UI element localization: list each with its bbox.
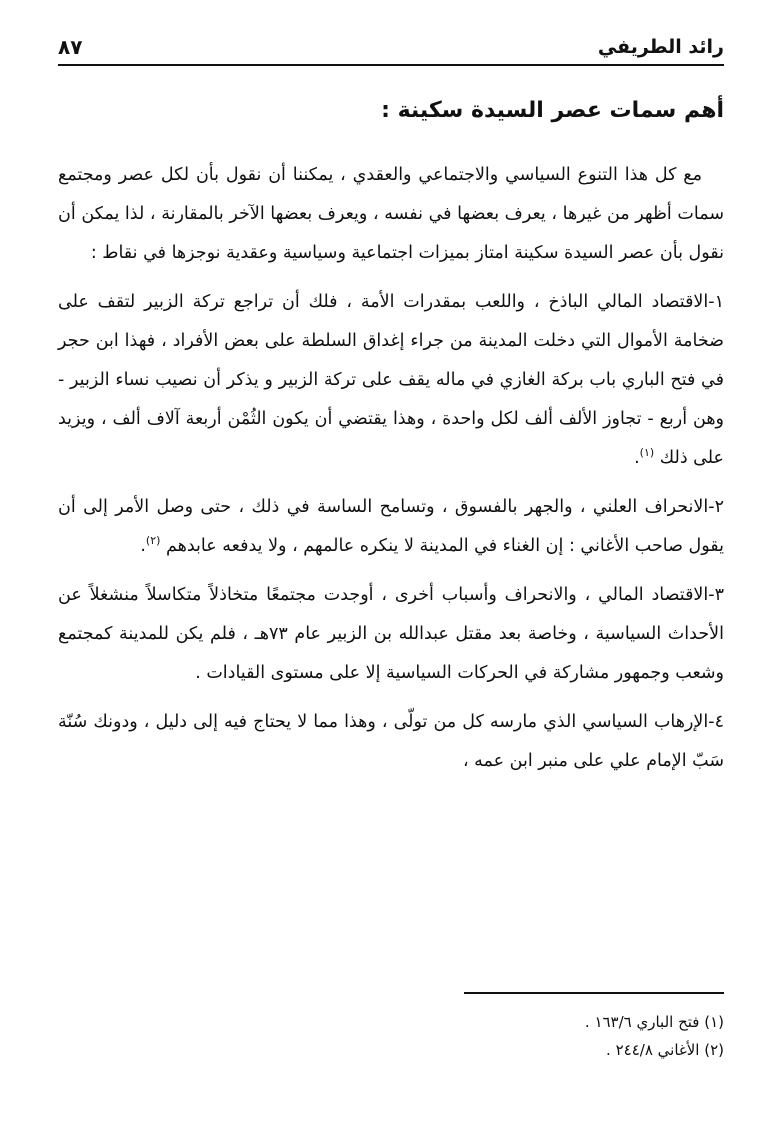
sentence-end: . <box>634 448 640 468</box>
sentence-end: . <box>140 536 146 556</box>
footnotes <box>58 1008 724 1064</box>
footnote-2: (٢) الأغاني ٢٤٤/٨ . <box>606 1041 724 1059</box>
page-number: ٨٧ <box>58 35 83 59</box>
paragraph-text: ١-الاقتصاد المالي الباذخ ، واللعب بمقدرات الأمة ، فلك أن تراجع تركة الزبير لتقف على ضخامة الأموال التي دخلت المدينة من جراء إغداق السلطة على بعض الأفراد ، فهذا ابن حجر في فتح الباري باب بركة الغازي في ماله يقف على تركة الزبير و يذكر أن نصيب نساء الزبير - وهن أربع - تجاوز الألف ألف لكل واحدة ، وهذا يقتضي أن يكون الثُمْن أربعة آلاف ألف ، ويزيد على ذلك <box>58 292 724 468</box>
paragraph-point-1 <box>58 283 724 478</box>
paragraph-text: ٤-الإرهاب السياسي الذي مارسه كل من تولّى ، وهذا مما لا يحتاج فيه إلى دليل ، ودونك سُنّة سَبّ الإمام علي على منبر ابن عمه ، <box>58 712 724 771</box>
paragraph-text: ٢-الانحراف العلني ، والجهر بالفسوق ، وتسامح الساسة في ذلك ، حتى وصل الأمر إلى أن يقول صاحب الأغاني : إن الغناء في المدينة لا ينكره عالمهم ، ولا يدفعه عابدهم <box>58 497 724 556</box>
footnote-divider <box>464 992 724 994</box>
paragraph-text: مع كل هذا التنوع السياسي والاجتماعي والعقدي ، يمكننا أن نقول بأن لكل عصر ومجتمع سمات أظهر من غيرها ، يعرف بعضها في نفسه ، ويعرف بعضها الآخر بالمقارنة ، لذا يمكن أن نقول بأن عصر السيدة سكينة امتاز بميزات اجتماعية وسياسية وعقدية نوجزها في نقاط : <box>58 165 724 263</box>
paragraph-point-4 <box>58 703 724 781</box>
footnote-ref-1[interactable]: (١) <box>639 446 655 460</box>
paragraph-text: ٣-الاقتصاد المالي ، والانحراف وأسباب أخرى ، أوجدت مجتمعًا متخاذلاً متكاسلاً منشغلاً عن الأحداث السياسية ، وخاصة بعد مقتل عبدالله بن الزبير عام ٧٣هـ ، فلم يكن للمدينة كمجتمع وشعب وجمهور مشاركة في الحركات السياسية إلا على مستوى القيادات . <box>58 585 724 683</box>
page-header <box>58 30 724 66</box>
paragraph-intro <box>58 156 724 273</box>
footnote-ref-2[interactable]: (٢) <box>145 534 161 548</box>
footnote-1: (١) فتح الباري ١٦٣/٦ . <box>584 1013 724 1031</box>
paragraph-point-2 <box>58 488 724 566</box>
page-body <box>58 94 724 791</box>
paragraph-point-3 <box>58 576 724 693</box>
running-title: رائد الطريفي <box>597 36 724 58</box>
section-title: أهم سمات عصر السيدة سكينة : <box>381 98 724 123</box>
